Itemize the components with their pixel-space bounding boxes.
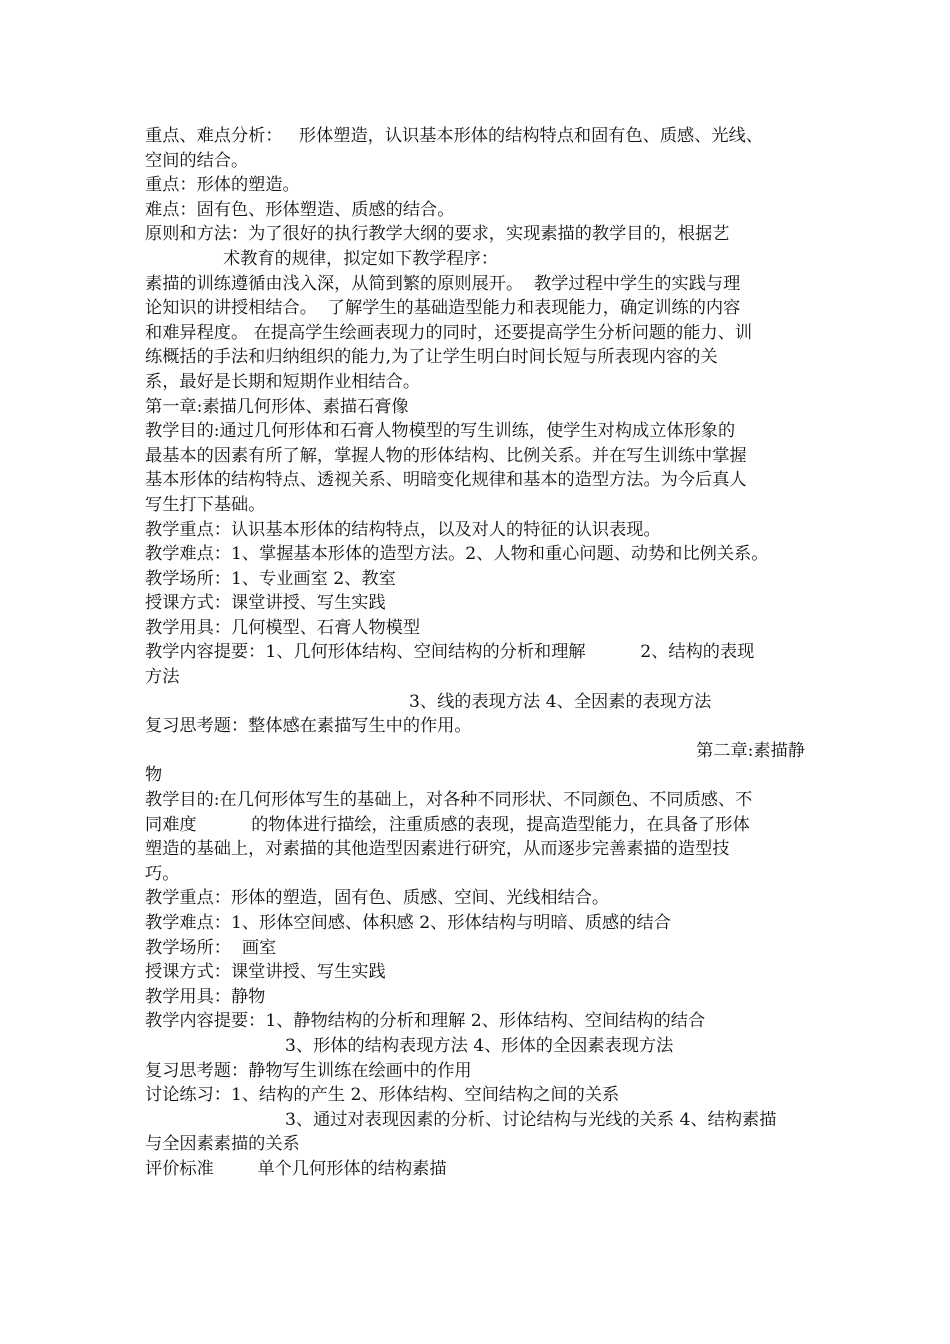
text-line: 原则和方法：为了很好的执行教学大纲的要求，实现素描的教学目的，根据艺 xyxy=(145,224,730,245)
text-line: 教学内容提要：1、静物结构的分析和理解 2、形体结构、空间结构的结合 xyxy=(145,1011,706,1032)
text-line: 教学目的:通过几何形体和石膏人物模型的写生训练，使学生对构成立体形象的 xyxy=(145,421,736,442)
text-line: 授课方式：课堂讲授、写生实践 xyxy=(145,962,386,983)
text-line: 教学用具：几何模型、石膏人物模型 xyxy=(145,617,421,638)
chapter-heading: 第一章:素描几何形体、素描石膏像 xyxy=(145,396,409,417)
text-line: 复习思考题：静物写生训练在绘画中的作用 xyxy=(145,1060,472,1081)
document-body xyxy=(145,124,805,1182)
text-line: 教学难点：1、掌握基本形体的造型方法。2、人物和重心问题、动势和比例关系。 xyxy=(145,544,769,565)
text-line: 物 xyxy=(145,765,163,786)
text-line: 和难异程度。 在提高学生绘画表现力的同时，还要提高学生分析问题的能力、训 xyxy=(145,322,753,343)
text-line: 授课方式：课堂讲授、写生实践 xyxy=(145,593,386,614)
text-line: 重点：形体的塑造。 xyxy=(145,175,300,196)
text-line: 方法 xyxy=(145,667,180,688)
text-line: 教学用具：静物 xyxy=(145,986,266,1007)
text-line: 练概括的手法和归纳组织的能力,为了让学生明白时间长短与所表现内容的关 xyxy=(145,347,718,368)
text-line: 写生打下基础。 xyxy=(145,494,266,515)
text-line: 论知识的讲授相结合。 了解学生的基础造型能力和表现能力，确定训练的内容 xyxy=(145,298,741,319)
text-line: 教学重点：形体的塑造，固有色、质感、空间、光线相结合。 xyxy=(145,888,610,909)
text-line: 最基本的因素有所了解，掌握人物的形体结构、比例关系。并在写生训练中掌握 xyxy=(145,445,747,466)
text-line: 讨论练习：1、结构的产生 2、形体结构、空间结构之间的关系 xyxy=(145,1085,620,1106)
text-line: 与全因素素描的关系 xyxy=(145,1134,300,1155)
text-line: 3、通过对表现因素的分析、讨论结构与光线的关系 4、结构素描 xyxy=(285,1109,777,1130)
chapter-heading: 第二章:素描静 xyxy=(696,740,805,761)
text-line: 3、形体的结构表现方法 4、形体的全因素表现方法 xyxy=(285,1035,674,1056)
text-line: 复习思考题：整体感在素描写生中的作用。 xyxy=(145,716,472,737)
text-line: 塑造的基础上，对素描的其他造型因素进行研究，从而逐步完善素描的造型技 xyxy=(145,839,730,860)
text-line: 难点：固有色、形体塑造、质感的结合。 xyxy=(145,199,455,220)
text-line: 教学场所：1、专业画室 2、教室 xyxy=(145,568,396,589)
text-line: 教学内容提要：1、几何形体结构、空间结构的分析和理解 2、结构的表现 xyxy=(145,642,755,663)
text-line: 教学目的:在几何形体写生的基础上，对各种不同形状、不同颜色、不同质感、不 xyxy=(145,790,753,811)
text-line: 素描的训练遵循由浅入深，从简到繁的原则展开。 教学过程中学生的实践与理 xyxy=(145,273,741,294)
text-line: 评价标准 单个几何形体的结构素描 xyxy=(145,1158,447,1179)
text-line: 系，最好是长期和短期作业相结合。 xyxy=(145,371,421,392)
text-line: 3、线的表现方法 4、全因素的表现方法 xyxy=(409,691,712,712)
text-line: 重点、难点分析： 形体塑造，认识基本形体的结构特点和固有色、质感、光线、 xyxy=(145,126,763,146)
text-line: 教学重点：认识基本形体的结构特点，以及对人的特征的认识表现。 xyxy=(145,519,661,540)
text-line: 教学难点：1、形体空间感、体积感 2、形体结构与明暗、质感的结合 xyxy=(145,913,671,933)
text-line: 术教育的规律，拟定如下教学程序： xyxy=(223,248,499,269)
text-line: 同难度 的物体进行描绘，注重质感的表现，提高造型能力，在具备了形体 xyxy=(145,814,750,835)
text-line: 空间的结合。 xyxy=(145,150,249,171)
text-line: 巧。 xyxy=(145,863,180,884)
text-line: 基本形体的结构特点、透视关系、明暗变化规律和基本的造型方法。为今后真人 xyxy=(145,470,747,491)
text-line: 教学场所： 画室 xyxy=(145,937,277,958)
